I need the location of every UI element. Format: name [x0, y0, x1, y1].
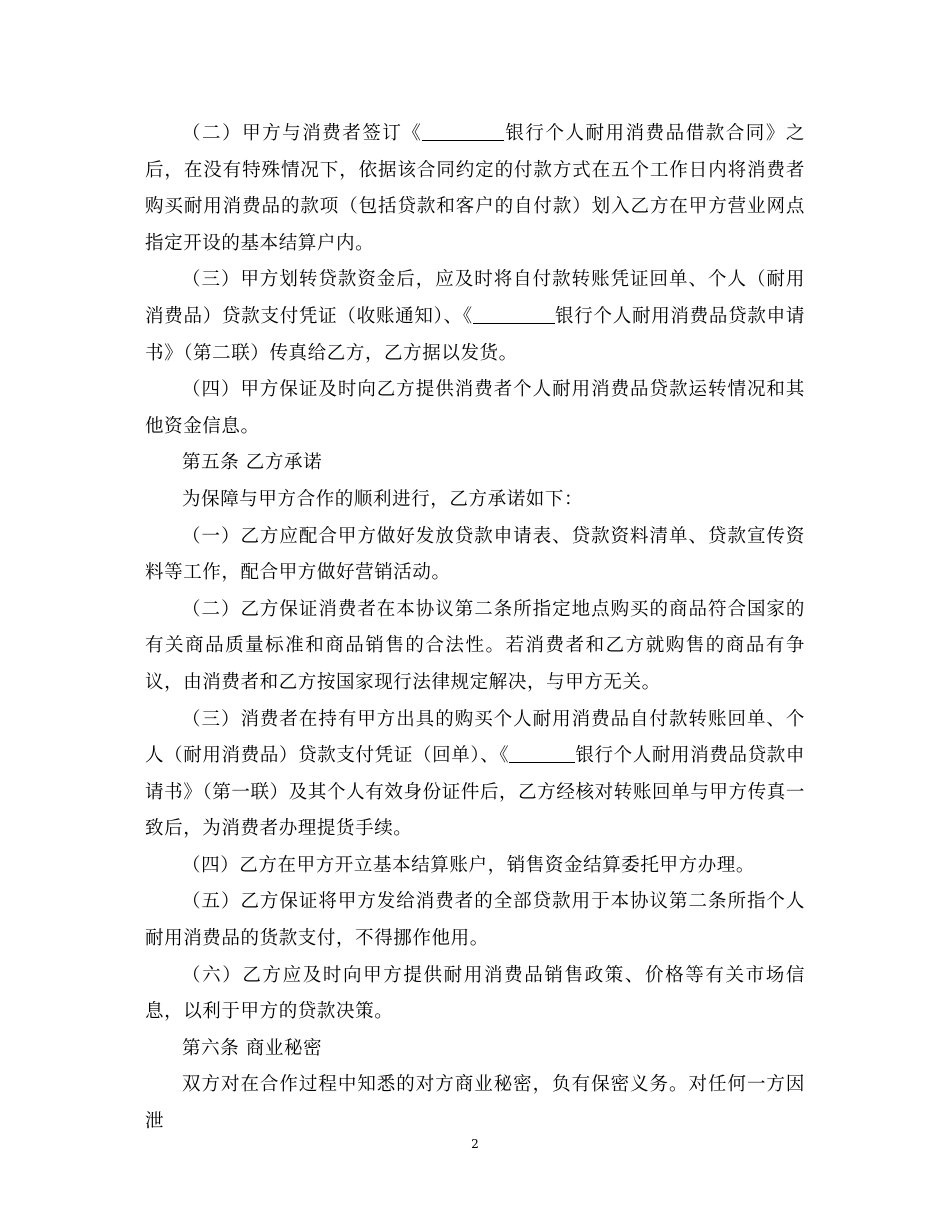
paragraph-clause-5-3: （三）消费者在持有甲方出具的购买个人耐用消费品自付款转账回单、个人（耐用消费品）贷款支付凭证（回单）、《 银行个人耐用消费品贷款申请书》（第一联）及其个人有效身份证件后，乙方经核对转账回单与甲方传真一致后，为消费者办理提货手续。: [145, 708, 805, 840]
paragraph-article-6: 双方对在合作过程中知悉的对方商业秘密，负有保密义务。对任何一方因泄: [145, 1074, 805, 1133]
paragraph-clause-5-6: （六）乙方应及时向甲方提供耐用消费品销售政策、价格等有关市场信息，以利于甲方的贷款决策。: [145, 964, 805, 1023]
fill-in-blank: [422, 122, 504, 142]
paragraph-clause-4-3: （三）甲方划转贷款资金后，应及时将自付款转账凭证回单、个人（耐用消费品）贷款支付凭证（收账通知）、《 银行个人耐用消费品贷款申请书》（第二联）传真给乙方，乙方据以发货。: [145, 269, 805, 364]
paragraph-clause-4-4: （四）甲方保证及时向乙方提供消费者个人耐用消费品贷款运转情况和其他资金信息。: [145, 379, 805, 437]
article-heading-6: 第六条 商业秘密: [182, 1037, 323, 1059]
paragraph-clause-5-2: （二）乙方保证消费者在本协议第二条所指定地点购买的商品符合国家的有关商品质量标准和商品销售的合法性。若消费者和乙方就购售的商品有争议，由消费者和乙方按国家现行法律规定解决，与甲方无关。: [145, 598, 805, 693]
fill-in-blank: [509, 744, 575, 764]
document-body: [145, 116, 805, 1141]
article-heading-5: 第五条 乙方承诺: [182, 452, 323, 474]
fill-in-blank: [473, 304, 555, 324]
paragraph-clause-5-4: （四）乙方在甲方开立基本结算账户，销售资金结算委托甲方办理。: [182, 854, 756, 876]
page-number: 2: [471, 1137, 479, 1151]
paragraph-article-5-intro: 为保障与甲方合作的顺利进行，乙方承诺如下：: [182, 488, 584, 510]
paragraph-clause-4-2: （二）甲方与消费者签订《 银行个人耐用消费品借款合同》之后，在没有特殊情况下，依据该合同约定的付款方式在五个工作日内将消费者购买耐用消费品的款项（包括贷款和客户的自付款）划入乙方在甲方营业网点指定开设的基本结算户内。: [145, 123, 805, 254]
paragraph-clause-5-1: （一）乙方应配合甲方做好发放贷款申请表、贷款资料清单、贷款宣传资料等工作，配合甲方做好营销活动。: [145, 525, 805, 584]
paragraph-clause-5-5: （五）乙方保证将甲方发给消费者的全部贷款用于本协议第二条所指个人耐用消费品的货款支付，不得挪作他用。: [145, 891, 805, 950]
